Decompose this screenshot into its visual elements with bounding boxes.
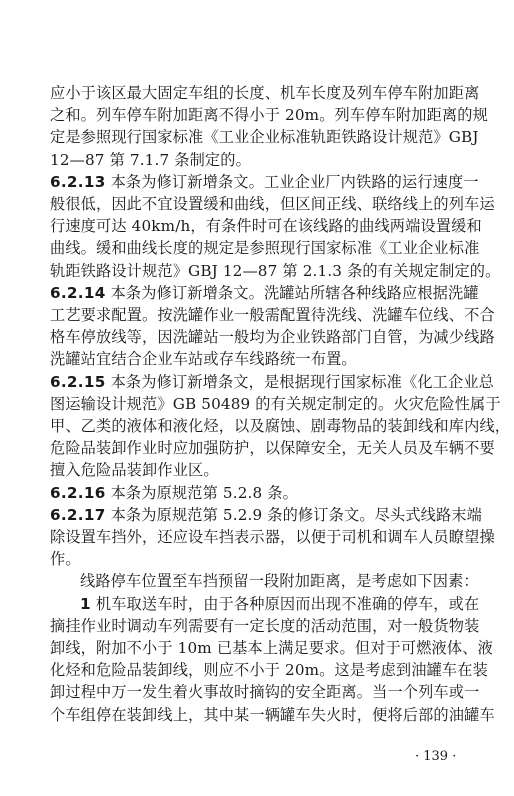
line-text: 12—87 第 7.1.7 条制定的。 — [50, 150, 251, 169]
text-line — [50, 105, 488, 125]
text-line — [50, 394, 501, 414]
text-line — [50, 194, 495, 214]
line-text: 工艺要求配置。按洗罐作业一般需配置待洗线、洗罐车位线、不合 — [50, 306, 495, 324]
text-line — [50, 261, 501, 281]
clause-number: 6.2.16 — [50, 483, 106, 502]
text-line — [50, 238, 480, 258]
text-line — [50, 127, 479, 147]
text-line — [50, 705, 495, 725]
line-text: 个车组停在装卸线上，其中某一辆罐车失火时，便将后部的油罐车 — [50, 705, 495, 724]
line-text: 应小于该区最大固定车组的长度、机车长度及列车停车附加距离 — [50, 84, 480, 102]
clause-number: 6.2.17 — [50, 505, 106, 524]
text-line — [50, 460, 470, 480]
line-text: 卸线，附加不小于 10m 已基本上满足要求。但对于可燃液体、液 — [50, 639, 493, 657]
line-text: 曲线。缓和曲线长度的规定是参照现行国家标准《工业企业标准 — [50, 239, 480, 258]
line-text: 般很低，因此不宜设置缓和曲线，但区间正线、联络线上的列车运 — [50, 195, 495, 213]
line-text: 本条为修订新增条文。工业企业厂内铁路的运行速度一 — [105, 172, 479, 191]
line-text: 卸过程中万一发生着火事故时摘钩的安全距离。当一个列车或一 — [50, 683, 480, 702]
text-line — [50, 416, 511, 436]
text-line — [50, 616, 480, 636]
line-text: 洗罐站宜结合企业车站或存车线路统一布置。 — [50, 350, 357, 369]
text-line — [50, 438, 495, 458]
line-text: 本条为原规范第 5.2.8 条。 — [105, 483, 298, 502]
line-text: 甲、乙类的液体和液化烃，以及腐蚀、剧毒物品的装卸线和库内线， — [50, 417, 511, 435]
clause-number: 6.2.15 — [50, 372, 106, 391]
line-text: 摘挂作业时调动车列需要有一定长度的活动范围，对一般货物装 — [50, 616, 480, 635]
text-line — [80, 594, 500, 614]
line-text: 除设置车挡外，还应设车挡表示器，以便于司机和调车人员瞭望操 — [50, 528, 495, 546]
line-text: 本条为修订新增条文。洗罐站所辖各种线路应根据洗罐 — [105, 283, 479, 302]
line-text: 危险品装卸作业时应加强防护，以保障安全，无关人员及车辆不要 — [50, 439, 495, 458]
line-text: 机车取送车时，由于各种原因而出现不准确的停车，或在 — [90, 594, 480, 613]
line-text: 本条为原规范第 5.2.9 条的修订条文。尽头式线路末端 — [105, 505, 483, 524]
line-text: 行速度可达 40km/h，有条件时可在该线路的曲线两端设置缓和 — [50, 217, 482, 236]
line-text: 格车停放线等，因洗罐站一般均为企业铁路部门自管，为减少线路 — [50, 328, 495, 347]
line-text: 之和。列车停车附加距离不得小于 20m。列车停车附加距离的规 — [50, 106, 488, 125]
line-text: 定是参照现行国家标准《工业企业标准轨距铁路设计规范》GBJ — [50, 128, 479, 147]
text-line — [50, 172, 479, 192]
page-number: · 139 · — [415, 749, 457, 764]
text-line — [50, 327, 495, 347]
text-line — [50, 349, 470, 369]
text-line — [50, 283, 479, 303]
line-text: 擅入危险品装卸作业区。 — [50, 461, 219, 480]
line-text: 图运输设计规范》GB 50489 的有关规定制定的。火灾危险性属于 — [50, 394, 501, 413]
text-line — [80, 571, 500, 591]
text-line — [50, 483, 470, 503]
line-text: 化烃和危险品装卸线，则应不小于 20m。这是考虑到油罐车在装 — [50, 661, 488, 680]
text-line — [50, 638, 493, 658]
text-line — [50, 505, 483, 525]
line-text: 本条为修订新增条文，是根据现行国家标准《化工企业总 — [105, 372, 495, 391]
clause-number: 6.2.14 — [50, 283, 106, 302]
clause-number: 6.2.13 — [50, 172, 106, 191]
text-line — [50, 527, 495, 547]
text-line — [50, 660, 488, 680]
text-line — [50, 150, 470, 170]
text-line — [50, 305, 495, 325]
line-text: 轨距铁路设计规范》GBJ 12—87 第 2.1.3 条的有关规定制定的。 — [50, 261, 501, 280]
line-text: 线路停车位置至车挡预留一段附加距离，是考虑如下因素： — [80, 572, 479, 591]
line-text: 作。 — [50, 550, 81, 569]
text-line — [50, 682, 480, 702]
text-line — [50, 549, 470, 569]
text-line — [50, 216, 482, 236]
clause-number: 1 — [80, 594, 91, 613]
text-line — [50, 372, 495, 392]
text-line — [50, 83, 480, 103]
